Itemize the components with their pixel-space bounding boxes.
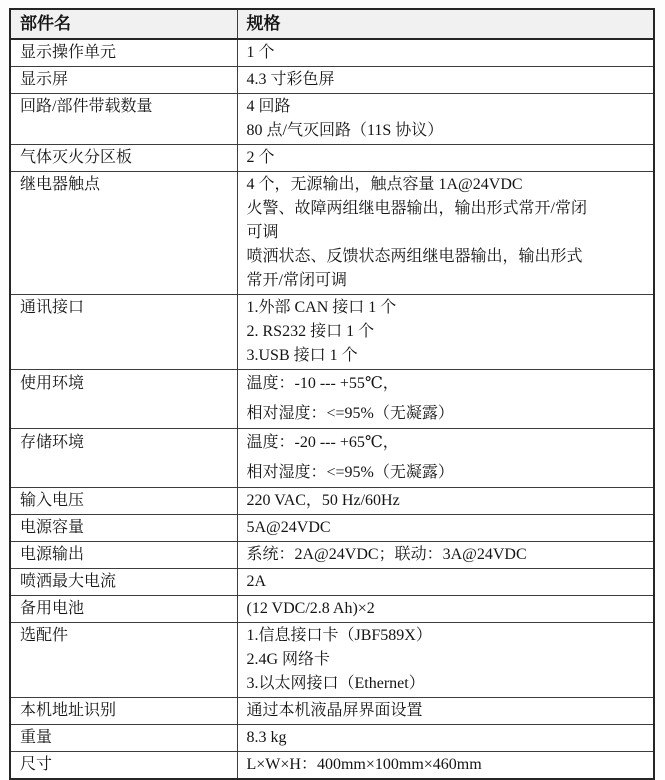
part-name-cell: 气体灭火分区板 [10,145,237,172]
spec-cell [237,67,654,94]
spec-line: 2.4G 网络卡 [246,651,331,668]
spec-line: 4 回路 [246,98,291,115]
spec-line: 1 个 [246,44,275,61]
spec-line: 2. RS232 接口 1 个 [246,323,375,340]
part-name-cell: 电源容量 [10,515,237,542]
part-name-cell: 继电器触点 [10,172,237,295]
part-name-cell: 显示屏 [10,67,237,94]
spec-cell [237,145,654,172]
spec-line: 80 点/气灭回路（11S 协议） [246,122,444,139]
spec-cell [237,172,654,295]
spec-table [9,8,655,780]
spec-line: 常开/常闭可调 [246,272,347,289]
spec-line: 系统：2A@24VDC；联动：3A@24VDC [246,546,527,563]
table-row [10,295,654,370]
spec-cell [237,94,654,145]
spec-cell [237,752,654,780]
header-spec: 规格 [237,9,654,39]
table-row [10,145,654,172]
header-row [10,9,654,39]
spec-line: 火警、故障两组继电器输出，输出形式常开/常闭 [246,200,587,217]
spec-line: 8.3 kg [246,729,287,746]
spec-cell [237,39,654,67]
header-part-name: 部件名 [10,9,237,39]
spec-line: 温度：-20 --- +65℃， [246,434,399,451]
spec-line: 喷洒状态、反馈状态两组继电器输出，输出形式 [246,248,583,265]
spec-line: 4.3 寸彩色屏 [246,71,335,88]
spec-cell [237,515,654,542]
spec-line: (12 VDC/2.8 Ah)×2 [246,600,375,617]
spec-cell [237,295,654,370]
part-name-cell: 备用电池 [10,596,237,623]
table-row [10,429,654,488]
spec-line: 相对湿度：<=95%（无凝露） [246,464,454,481]
spec-line: 1.信息接口卡（JBF589X） [246,627,432,644]
table-row [10,542,654,569]
spec-line: 可调 [246,224,279,241]
spec-cell [237,569,654,596]
table-row [10,698,654,725]
part-name-cell: 通讯接口 [10,295,237,370]
part-name-cell: 存储环境 [10,429,237,488]
spec-line: 4 个，无源输出，触点容量 1A@24VDC [246,176,523,193]
spec-line: 相对湿度：<=95%（无凝露） [246,405,454,422]
table-row [10,94,654,145]
part-name-cell: 输入电压 [10,488,237,515]
part-name-cell: 选配件 [10,623,237,698]
spec-cell [237,698,654,725]
table-row [10,515,654,542]
part-name-cell: 回路/部件带载数量 [10,94,237,145]
table-row [10,596,654,623]
part-name-cell: 电源输出 [10,542,237,569]
part-name-cell: 使用环境 [10,370,237,429]
spec-cell [237,488,654,515]
spec-line: 通过本机液晶屏界面设置 [246,702,423,719]
spec-table-body [10,39,654,779]
spec-line: 1.外部 CAN 接口 1 个 [246,299,397,316]
spec-cell [237,725,654,752]
spec-line: 220 VAC，50 Hz/60Hz [246,492,400,509]
part-name-cell: 显示操作单元 [10,39,237,67]
spec-line: 5A@24VDC [246,519,331,536]
spec-line: 2 个 [246,149,275,166]
table-row [10,752,654,780]
table-row [10,725,654,752]
table-row [10,488,654,515]
table-row [10,39,654,67]
part-name-cell: 尺寸 [10,752,237,780]
spec-cell [237,370,654,429]
spec-cell [237,623,654,698]
spec-line: L×W×H：400mm×100mm×460mm [246,756,482,773]
spec-cell [237,429,654,488]
spec-cell [237,542,654,569]
spec-line: 温度：-10 --- +55℃， [246,375,399,392]
table-row [10,569,654,596]
part-name-cell: 重量 [10,725,237,752]
spec-cell [237,596,654,623]
part-name-cell: 喷洒最大电流 [10,569,237,596]
spec-line: 2A [246,573,267,590]
table-row [10,172,654,295]
table-row [10,370,654,429]
spec-line: 3.以太网接口（Ethernet） [246,675,425,692]
table-row [10,67,654,94]
spec-line: 3.USB 接口 1 个 [246,347,358,364]
table-row [10,623,654,698]
part-name-cell: 本机地址识别 [10,698,237,725]
